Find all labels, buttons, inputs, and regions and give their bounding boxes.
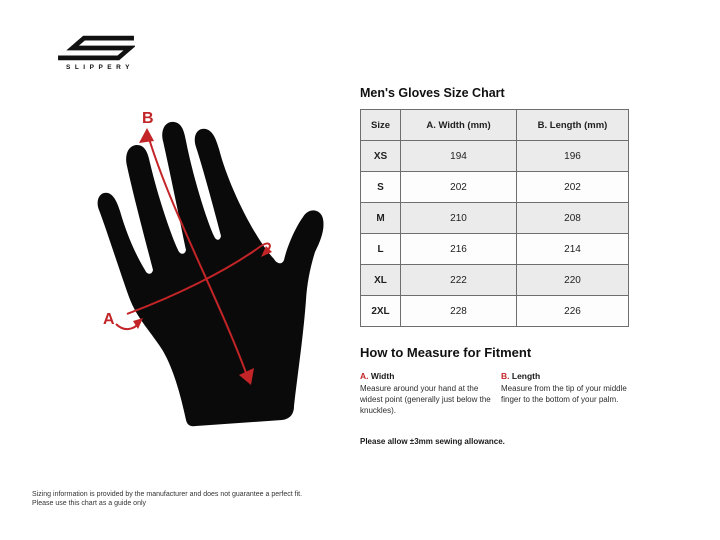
- size-value: XS: [361, 141, 401, 172]
- measure-length-label: [501, 371, 632, 381]
- measure-width-label-text: Width: [370, 371, 395, 381]
- size-table-header-row: [361, 110, 629, 141]
- disclaimer-line-1: Sizing information is provided by the manufacturer and does not guarantee a perfect fit.: [32, 491, 303, 498]
- table-row: [361, 234, 629, 265]
- measure-width-prefix: A.: [360, 371, 369, 381]
- width-label-a: A: [103, 311, 115, 328]
- length-value: 214: [517, 234, 629, 265]
- width-value: 210: [401, 203, 517, 234]
- brand-name: SLIPPERY: [66, 64, 134, 71]
- col-header-width: A. Width (mm): [401, 110, 517, 141]
- length-value: 208: [517, 203, 629, 234]
- table-row: [361, 265, 629, 296]
- table-row: [361, 141, 629, 172]
- length-value: 226: [517, 296, 629, 327]
- length-label-b: B: [142, 110, 154, 127]
- length-value: 202: [517, 172, 629, 203]
- size-value: XL: [361, 265, 401, 296]
- measure-length-prefix: B.: [501, 371, 510, 381]
- length-value: 196: [517, 141, 629, 172]
- size-value: L: [361, 234, 401, 265]
- table-row: [361, 296, 629, 327]
- disclaimer-line-2: Please use this chart as a guide only: [32, 500, 147, 508]
- measure-instructions: [360, 371, 632, 416]
- size-chart-title: Men's Gloves Size Chart: [360, 86, 505, 100]
- measure-length-label-text: Length: [511, 371, 541, 381]
- width-value: 202: [401, 172, 517, 203]
- hand-measurement-diagram: [80, 100, 360, 440]
- measure-item-length: [501, 371, 632, 416]
- size-table: [360, 109, 629, 327]
- brand-logo: [55, 35, 155, 71]
- width-value: 194: [401, 141, 517, 172]
- size-value: 2XL: [361, 296, 401, 327]
- hand-silhouette: [98, 122, 324, 426]
- length-value: 220: [517, 265, 629, 296]
- disclaimer-footer: [32, 490, 332, 508]
- measure-section-title: How to Measure for Fitment: [360, 345, 532, 360]
- sewing-allowance-note: Please allow ±3mm sewing allowance.: [360, 437, 505, 447]
- col-header-length: B. Length (mm): [517, 110, 629, 141]
- width-value: 216: [401, 234, 517, 265]
- measure-item-width: [360, 371, 491, 416]
- slippery-s-logo-icon: [57, 35, 135, 61]
- col-header-size: Size: [361, 110, 401, 141]
- measure-width-label: [360, 371, 491, 381]
- size-value: M: [361, 203, 401, 234]
- table-row: [361, 203, 629, 234]
- width-value: 222: [401, 265, 517, 296]
- measure-width-description: Measure around your hand at the widest point (generally just below the knuckles).: [360, 384, 491, 415]
- hand-silhouette-icon: [80, 100, 360, 440]
- size-value: S: [361, 172, 401, 203]
- table-row: [361, 172, 629, 203]
- width-value: 228: [401, 296, 517, 327]
- measure-length-description: Measure from the tip of your middle finger to the bottom of your palm.: [501, 384, 627, 404]
- size-chart-panel: [360, 86, 632, 446]
